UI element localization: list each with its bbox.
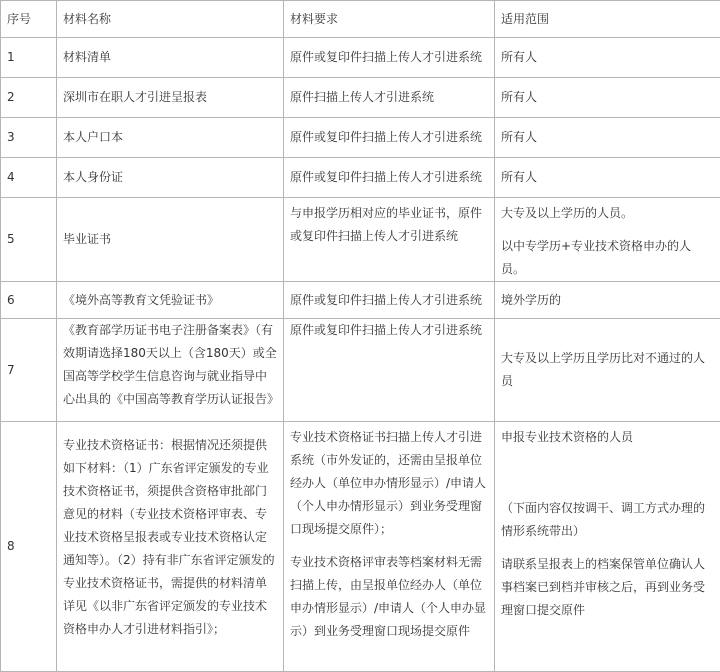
- row-req: 原件或复印件扫描上传人才引进系统: [284, 38, 495, 78]
- row-req: 原件或复印件扫描上传人才引进系统: [284, 282, 495, 319]
- header-req: 材料要求: [284, 1, 495, 38]
- scope-line: 以中专学历+专业技术资格申办的人员。: [501, 235, 714, 281]
- table-row: [1, 158, 720, 198]
- row-scope: [495, 198, 720, 282]
- row-req: [284, 422, 495, 672]
- row-name: 《境外高等教育文凭验证书》: [57, 282, 284, 319]
- row-req: 原件或复印件扫描上传人才引进系统: [284, 158, 495, 198]
- header-scope: 适用范围: [495, 1, 720, 38]
- row-req: 原件或复印件扫描上传人才引进系统: [284, 319, 495, 422]
- row-no: 5: [1, 198, 57, 282]
- row-name: 毕业证书: [57, 198, 284, 282]
- row-req: 与申报学历相对应的毕业证书，原件或复印件扫描上传人才引进系统: [284, 198, 495, 282]
- row-no: 2: [1, 78, 57, 118]
- row-name: 本人身份证: [57, 158, 284, 198]
- table-row: [1, 198, 720, 282]
- header-name: 材料名称: [57, 1, 284, 38]
- scope-line: 大专及以上学历的人员。: [501, 202, 714, 225]
- row-name: 《教育部学历证书电子注册备案表》（有效期请选择180天以上（含180天）或全国高等学校学生信息咨询与就业指导中心出具的《中国高等教育学历认证报告》: [57, 319, 284, 422]
- row-scope: 大专及以上学历且学历比对不通过的人员: [495, 319, 720, 422]
- table-row: [1, 422, 720, 672]
- row-req: 原件扫描上传人才引进系统: [284, 78, 495, 118]
- table-row: [1, 38, 720, 78]
- scope-line: （下面内容仅按调干、调工方式办理的情形系统带出）: [501, 497, 714, 543]
- scope-line: 请联系呈报表上的档案保管单位确认人事档案已到档并审核之后，再到业务受理窗口提交原件: [501, 553, 714, 622]
- row-scope: [495, 422, 720, 672]
- row-scope: 所有人: [495, 158, 720, 198]
- table-row: [1, 118, 720, 158]
- row-req: 原件或复印件扫描上传人才引进系统: [284, 118, 495, 158]
- table-row: [1, 78, 720, 118]
- row-no: 3: [1, 118, 57, 158]
- row-no: 1: [1, 38, 57, 78]
- row-scope: 所有人: [495, 38, 720, 78]
- row-scope: 所有人: [495, 78, 720, 118]
- row-name: 专业技术资格证书：根据情况还须提供如下材料：（1）广东省评定颁发的专业技术资格证书，须提供含资格审批部门意见的材料（专业技术资格评审表、专业技术资格呈报表或专业技术资格认定通知等）。（2）持有非广东省评定颁发的专业技术资格证书，需提供的材料清单详见《以非广东省评定颁发的专业技术资格申办人才引进材料指引》；: [57, 422, 284, 672]
- req-line: 专业技术资格证书扫描上传人才引进系统（市外发证的，还需由呈报单位经办人（单位申办情形显示）/申请人（个人申办情形显示）到业务受理窗口现场提交原件）；: [290, 426, 488, 541]
- table-header-row: [1, 1, 720, 38]
- row-scope: 所有人: [495, 118, 720, 158]
- scope-line: 申报专业技术资格的人员: [501, 426, 714, 449]
- header-no: 序号: [1, 1, 57, 38]
- row-name: 本人户口本: [57, 118, 284, 158]
- row-no: 8: [1, 422, 57, 672]
- row-no: 7: [1, 319, 57, 422]
- row-name: 深圳市在职人才引进呈报表: [57, 78, 284, 118]
- table-row: [1, 319, 720, 422]
- row-no: 4: [1, 158, 57, 198]
- table-row: [1, 282, 720, 319]
- req-line: 专业技术资格评审表等档案材料无需扫描上传，由呈报单位经办人（单位申办情形显示）/申请人（个人申办显示）到业务受理窗口现场提交原件: [290, 551, 488, 643]
- row-name: 材料清单: [57, 38, 284, 78]
- row-scope: 境外学历的: [495, 282, 720, 319]
- row-no: 6: [1, 282, 57, 319]
